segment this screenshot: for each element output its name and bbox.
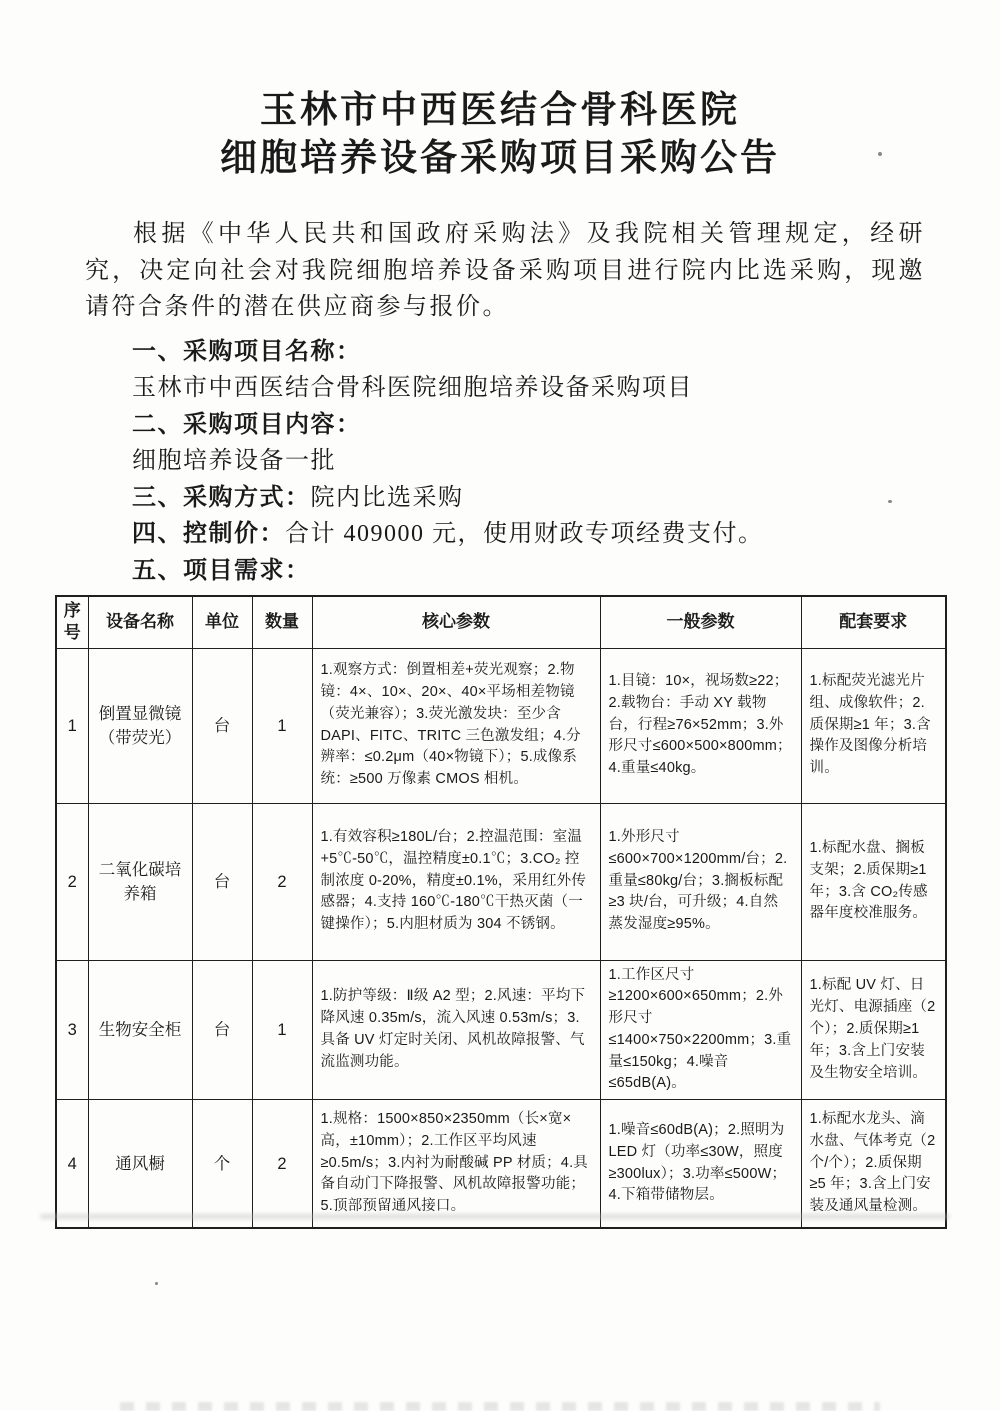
cell-support-reqs: 1.标配 UV 灯、日光灯、电源插座（2 个）；2.质保期≥1 年；3.含上门安装及生物安全培训。 xyxy=(801,960,946,1100)
cell-support-reqs: 1.标配荧光滤光片组、成像软件；2.质保期≥1 年；3.含操作及图像分析培训。 xyxy=(801,648,946,803)
section-line-4 xyxy=(132,443,945,480)
cell-support-reqs: 1.标配水盘、搁板支架；2.质保期≥1 年；3.含 CO₂传感器年度校准服务。 xyxy=(801,803,946,960)
cell-device-name: 生物安全柜 xyxy=(88,960,192,1100)
section-content: 合计 409000 元，使用财政专项经费支付。 xyxy=(285,521,764,547)
cell-core-params: 1.有效容积≥180L/台；2.控温范围：室温+5℃-50℃，温控精度±0.1℃；3.CO₂ 控制浓度 0-20%，精度±0.1%，采用红外传感器；4.支持 160℃-180℃干热灭菌（一键操作）；5.内胆材质为 304 不锈钢。 xyxy=(312,803,600,960)
table-header-row xyxy=(56,596,946,648)
section-line-7 xyxy=(132,553,945,590)
section-heading: 二、采购项目内容： xyxy=(132,410,362,438)
column-header-device-name: 设备名称 xyxy=(88,596,192,648)
cell-general-params: 1.工作区尺寸≥1200×600×650mm；2.外形尺寸≤1400×750×2200mm；3.重量≤150kg；4.噪音≤65dB(A)。 xyxy=(600,960,801,1100)
cell-unit: 个 xyxy=(192,1100,252,1228)
cell-unit: 台 xyxy=(192,648,252,803)
section-heading: 一、采购项目名称： xyxy=(132,337,362,365)
cell-unit: 台 xyxy=(192,960,252,1100)
section-line-6 xyxy=(132,516,945,553)
section-content: 细胞培养设备一批 xyxy=(132,448,336,474)
column-header-unit: 单位 xyxy=(192,596,252,648)
page-bottom-scan-artifact xyxy=(120,1402,880,1411)
cell-device-name: 倒置显微镜（带荧光） xyxy=(88,648,192,803)
cell-device-name: 二氧化碳培养箱 xyxy=(88,803,192,960)
cell-qty: 2 xyxy=(252,1100,312,1228)
column-header-support-reqs: 配套要求 xyxy=(801,596,946,648)
column-header-general-params: 一般参数 xyxy=(600,596,801,648)
table-row xyxy=(56,648,946,803)
section-content: 院内比选采购 xyxy=(310,484,464,511)
section-line-5 xyxy=(132,480,945,517)
section-line-2 xyxy=(132,370,945,407)
title-line-1: 玉林市中西医结合骨科医院 xyxy=(260,89,740,130)
cell-core-params: 1.防护等级：Ⅱ级 A2 型；2.风速：平均下降风速 0.35m/s，流入风速 0.53m/s；3.具备 UV 灯定时关闭、风机故障报警、气流监测功能。 xyxy=(312,960,600,1100)
cell-support-reqs: 1.标配水龙头、滴水盘、气体考克（2 个/个）；2.质保期≥5 年；3.含上门安装及通风量检测。 xyxy=(801,1100,946,1228)
scan-speck xyxy=(878,152,882,156)
page-title xyxy=(55,86,945,182)
cell-qty: 1 xyxy=(252,648,312,803)
cell-device-name: 通风橱 xyxy=(88,1100,192,1228)
table-row xyxy=(56,1100,946,1228)
table-row xyxy=(56,960,946,1100)
section-list xyxy=(132,334,945,590)
title-line-2: 细胞培养设备采购项目采购公告 xyxy=(220,137,780,178)
cell-unit: 台 xyxy=(192,803,252,960)
table-row xyxy=(56,803,946,960)
column-header-no: 序号 xyxy=(56,596,88,648)
cell-no: 3 xyxy=(56,960,88,1100)
cell-general-params: 1.噪音≤60dB(A)；2.照明为 LED 灯（功率≤30W，照度≥300lux）；3.功率≤500W；4.下箱带储物层。 xyxy=(600,1100,801,1228)
section-heading: 三、采购方式： xyxy=(132,483,311,511)
section-heading: 五、项目需求： xyxy=(132,556,311,584)
cell-core-params: 1.规格：1500×850×2350mm（长×宽×高，±10mm）；2.工作区平均风速≥0.5m/s；3.内衬为耐酸碱 PP 材质；4.具备自动门下降报警、风机故障报警功能；5.顶部预留通风接口。 xyxy=(312,1100,600,1228)
section-line-1 xyxy=(132,334,945,371)
scan-shadow xyxy=(40,1214,950,1219)
column-header-qty: 数量 xyxy=(252,596,312,648)
scan-speck xyxy=(888,500,892,503)
cell-general-params: 1.目镜：10×，视场数≥22；2.载物台：手动 XY 载物台，行程≥76×52mm；3.外形尺寸≤600×500×800mm；4.重量≤40kg。 xyxy=(600,648,801,803)
scan-speck xyxy=(155,1282,158,1285)
cell-core-params: 1.观察方式：倒置相差+荧光观察；2.物镜：4×、10×、20×、40×平场相差物镜（荧光兼容）；3.荧光激发块：至少含 DAPI、FITC、TRITC 三色激发组；4.分辨率：≤0.2μm（40×物镜下）；5.成像系统：≥500 万像素 CMOS 相机。 xyxy=(312,648,600,803)
cell-general-params: 1.外形尺寸≤600×700×1200mm/台；2.重量≤80kg/台；3.搁板标配≥3 块/台，可升级；4.自然蒸发湿度≥95%。 xyxy=(600,803,801,960)
cell-no: 1 xyxy=(56,648,88,803)
intro-paragraph: 根据《中华人民共和国政府采购法》及我院相关管理规定，经研究，决定向社会对我院细胞培养设备采购项目进行院内比选采购，现邀请符合条件的潜在供应商参与报价。 xyxy=(85,221,925,320)
section-line-3 xyxy=(132,407,945,444)
cell-no: 2 xyxy=(56,803,88,960)
cell-no: 4 xyxy=(56,1100,88,1228)
section-heading: 四、控制价： xyxy=(132,520,285,547)
requirements-table xyxy=(55,595,947,1229)
cell-qty: 2 xyxy=(252,803,312,960)
requirements-table-body xyxy=(56,648,946,1228)
section-content: 玉林市中西医结合骨科医院细胞培养设备采购项目 xyxy=(132,375,693,401)
cell-qty: 1 xyxy=(252,960,312,1100)
column-header-core-params: 核心参数 xyxy=(312,596,600,648)
